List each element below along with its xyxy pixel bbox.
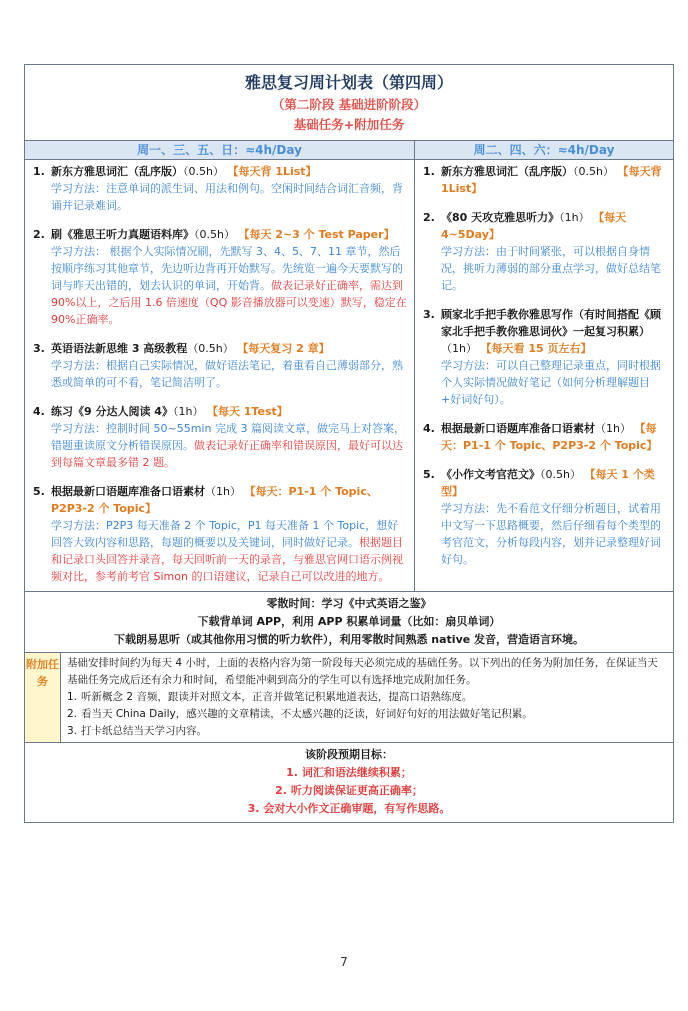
item-time: （0.5h） [194, 228, 235, 241]
item-title: 《80 天攻克雅思听力》 [441, 211, 560, 224]
list-item [421, 466, 667, 568]
addon-section [25, 652, 673, 742]
list-item [31, 403, 408, 471]
item-tag: 【每天：P1-1 个 Topic、P2P3-2 个 Topic】 [51, 485, 378, 515]
item-number: 3. [33, 342, 45, 355]
item-number: 2. [33, 228, 45, 241]
list-item [31, 483, 408, 585]
addon-item-text: 看当天 China Daily，感兴趣的文章精读，不太感兴趣的泛读，好词好句好的用法做好笔记积累。 [81, 708, 533, 720]
addon-item-number: 3. [67, 725, 78, 737]
item-tag: 【每天 1Test】 [206, 405, 288, 418]
list-item [421, 163, 667, 197]
addon-item-text: 听新概念 2 音频，跟读并对照文本，正音并做笔记积累地道表达，提高口语熟练度。 [81, 691, 473, 703]
page-title: 雅思复习周计划表（第四周） [244, 73, 453, 92]
addon-body [61, 653, 673, 742]
spare-line-1: 零散时间：学习《中式英语之鉴》 [266, 597, 432, 610]
method-label: 学习方法： [51, 519, 106, 532]
method-label: 学习方法： [441, 245, 496, 258]
item-title: 根据最新口语题库准备口语素材 [51, 485, 205, 498]
list-item [67, 723, 667, 740]
method-text: 控制时间 50~55min 完成 3 篇阅读文章，做完马上对答案，错题重读原文分析错误原因。 [51, 422, 405, 452]
list-item [421, 420, 667, 454]
addon-item-number: 1. [67, 691, 78, 703]
method-label: 学习方法： [51, 422, 106, 435]
item-time: （1h） [559, 211, 590, 224]
goals-heading: 该阶段预期目标： [305, 748, 393, 761]
method-text: 可以自己整理记录重点，同时根据个人实际情况做好笔记（如何分析理解题目+好词好句）。 [441, 359, 661, 406]
item-time: （0.5h） [540, 468, 581, 481]
method-highlight: 做表记录好正确率和错误原因，最好可以达到每篇文章最多错 2 题。 [51, 439, 403, 469]
method-text: 由于时间紧张，可以根据自身情况，挑听力薄弱的部分重点学习，做好总结笔记。 [441, 245, 661, 292]
item-tag: 【每天 1 个类型】 [441, 468, 655, 498]
right-column [415, 141, 673, 591]
item-time: （0.5h） [187, 342, 234, 355]
item-tag: 【每天背 1List】 [441, 165, 662, 195]
item-tag: 【每天 2~3 个 Test Paper】 [238, 228, 395, 241]
schedule-columns [25, 141, 673, 591]
method-highlight: 根据题目和记录口头回答并录音，每天回听前一天的录音，与雅思官网口语示例视频对比，参考前考官 Simon 的口语建议，记录自己可以改进的地方。 [51, 536, 403, 583]
item-title: 顾家北手把手教你雅思写作（有时间搭配《顾家北手把手教你雅思词伙》一起复习积累） [441, 308, 661, 338]
right-items [415, 160, 673, 574]
item-title: 刷《雅思王听力真题语料库》 [51, 228, 194, 241]
item-number: 5. [33, 485, 45, 498]
title-block [25, 65, 673, 141]
task-subtitle: 基础任务+附加任务 [293, 117, 405, 132]
method-text: 根据自己实际情况，做好语法笔记，着重看自己薄弱部分，熟悉或简单的可不看，笔记简洁明了。 [51, 359, 403, 389]
goals-section [25, 742, 673, 822]
item-tag: 【每天看 15 页左右】 [480, 342, 592, 355]
left-items [25, 160, 414, 591]
addon-item-number: 2. [67, 708, 78, 720]
plan-table [24, 64, 674, 823]
left-column [25, 141, 415, 591]
method-highlight: 做表记录好正确率，需达到 90%以上，之后用 1.6 倍速度（QQ 影音播放器可以变速）默写，稳定在 90%正确率。 [51, 279, 407, 326]
method-label: 学习方法： [51, 359, 106, 372]
left-column-heading: 周一、三、五、日：≈4h/Day [25, 141, 414, 160]
item-number: 3. [423, 308, 435, 321]
method-label: 学习方法： [51, 245, 106, 258]
list-item [31, 163, 408, 214]
item-title: 英语语法新思维 3 高级教程 [51, 342, 188, 355]
page-number: 7 [340, 955, 348, 969]
item-tag: 【每天背 1List】 [227, 165, 317, 178]
method-text: 先不看范文仔细分析题目，试着用中文写一下思路概要，然后仔细看每个类型的考官范文，分析每段内容，划并记录整理好词好句。 [441, 502, 661, 566]
addon-label: 附加任务 [25, 653, 61, 742]
right-column-heading: 周二、四、六：≈4h/Day [415, 141, 673, 160]
method-label: 学习方法： [51, 182, 106, 195]
item-number: 1. [33, 165, 45, 178]
item-number: 1. [423, 165, 435, 178]
spare-line-3: 下载朗易思听（或其他你用习惯的听力软件），利用零散时间熟悉 native 发音，营造语言环境。 [113, 633, 585, 646]
list-item [421, 306, 667, 408]
method-text: 根据个人实际情况刷，先默写 3、4、5、7、11 章节，然后按顺序练习其他章节，先边听边背再开始默写。先统览一遍今天要默写的词与昨天出错的，划去认识的单词，开始背。 [51, 245, 403, 292]
item-time: （1h） [441, 342, 477, 355]
addon-intro: 基础安排时间约为每天 4 小时，上面的表格内容为第一阶段每天必须完成的基础任务。以下列出的任务为附加任务，在保证当天基础任务完成后还有余力和时间，希望能冲刺到高分的学生可以有选择地完成附加任务。 [67, 657, 658, 686]
item-title: 《小作文考官范文》 [441, 468, 540, 481]
goal-item: 1. 词汇和语法继续积累； [286, 766, 412, 779]
item-title: 新东方雅思词汇（乱序版） [441, 165, 573, 178]
item-number: 2. [423, 211, 435, 224]
list-item [67, 689, 667, 706]
item-title: 根据最新口语题库准备口语素材 [441, 422, 595, 435]
list-item [31, 226, 408, 328]
addon-item-text: 打卡纸总结当天学习内容。 [81, 725, 207, 737]
item-time: （1h） [172, 405, 204, 418]
list-item [67, 706, 667, 723]
item-number: 5. [423, 468, 435, 481]
stage-subtitle: （第二阶段 基础进阶阶段） [271, 97, 427, 112]
spare-time-section [25, 591, 673, 652]
method-text: P2P3 每天准备 2 个 Topic，P1 每天准备 1 个 Topic，想好回答大致内容和思路，每题的概要以及关键词，同时做好记录。 [51, 519, 399, 549]
item-number: 4. [33, 405, 45, 418]
item-tag: 【每天复习 2 章】 [237, 342, 330, 355]
spare-line-2: 下载背单词 APP，利用 APP 积累单词量（比如：扇贝单词） [197, 615, 501, 628]
item-title: 练习《9 分达人阅读 4》 [51, 405, 173, 418]
item-time: （1h） [205, 485, 241, 498]
item-time: （1h） [595, 422, 631, 435]
item-tag: 【每天：P1-1 个 Topic、P2P3-2 个 Topic】 [441, 422, 658, 452]
method-text: 注意单词的派生词、用法和例句。空闲时间结合词汇音频，背诵并记录难词。 [51, 182, 403, 212]
goal-item: 2. 听力阅读保证更高正确率； [275, 784, 423, 797]
item-number: 4. [423, 422, 435, 435]
method-label: 学习方法： [441, 359, 496, 372]
goal-item: 3. 会对大小作文正确审题，有写作思路。 [247, 802, 451, 815]
list-item [421, 209, 667, 294]
item-title: 新东方雅思词汇（乱序版） [51, 165, 183, 178]
list-item [31, 340, 408, 391]
item-time: （0.5h） [573, 165, 614, 178]
item-tag: 【每天 4~5Day】 [441, 211, 627, 241]
item-time: （0.5h） [183, 165, 224, 178]
method-label: 学习方法： [441, 502, 496, 515]
